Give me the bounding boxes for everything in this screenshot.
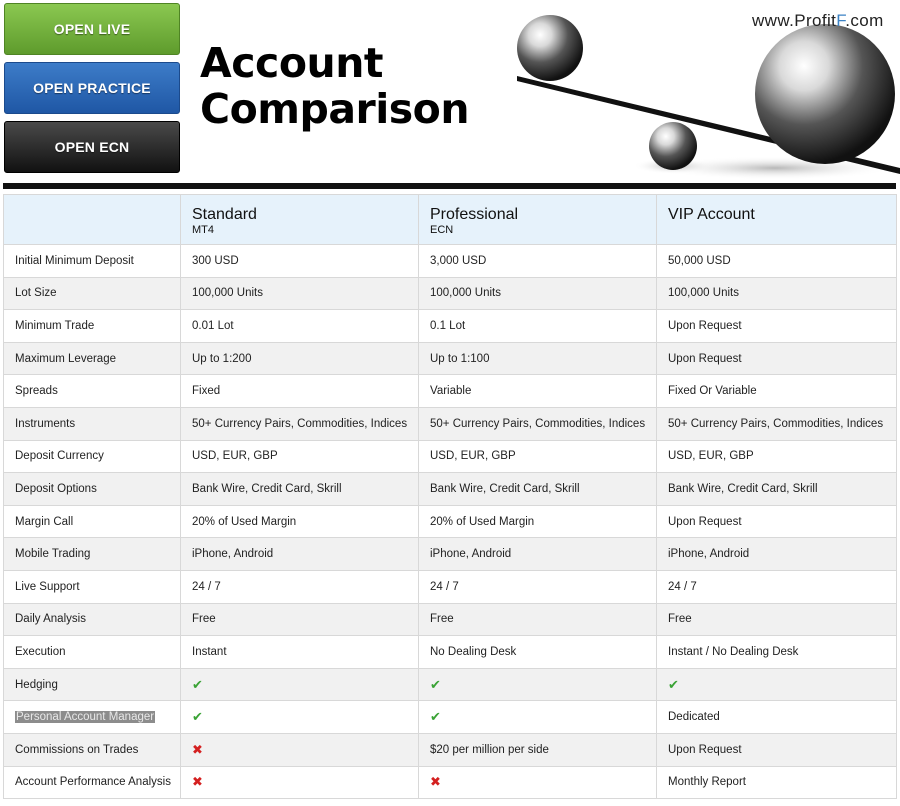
logo-text: www.Profit	[752, 11, 837, 30]
plan-name: Standard	[192, 206, 257, 223]
plan-value-cell: Up to 1:200	[181, 342, 419, 375]
feature-label	[4, 277, 181, 310]
table-row	[4, 505, 897, 538]
plan-value-cell: No Dealing Desk	[419, 636, 657, 669]
fulcrum-sphere	[649, 122, 697, 170]
plan-value-cell	[181, 668, 419, 701]
feature-label-text: Instruments	[15, 417, 76, 430]
plan-value-cell: USD, EUR, GBP	[657, 440, 897, 473]
table-row	[4, 407, 897, 440]
plan-value-cell: Upon Request	[657, 733, 897, 766]
page-title	[200, 40, 520, 132]
feature-label	[4, 733, 181, 766]
plan-value-cell: 0.1 Lot	[419, 310, 657, 343]
plan-value-cell	[181, 701, 419, 734]
plan-value-cell: 24 / 7	[657, 570, 897, 603]
plan-value-cell: 100,000 Units	[419, 277, 657, 310]
plan-value-cell: 50,000 USD	[657, 245, 897, 278]
feature-label	[4, 245, 181, 278]
table-row	[4, 310, 897, 343]
plan-value-cell: 50+ Currency Pairs, Commodities, Indices	[657, 407, 897, 440]
plan-value-cell: USD, EUR, GBP	[181, 440, 419, 473]
cross-icon: ✖	[430, 774, 441, 790]
plan-value-cell: iPhone, Android	[181, 538, 419, 571]
plan-value-cell: 3,000 USD	[419, 245, 657, 278]
plan-name: VIP Account	[668, 206, 755, 223]
plan-header-row	[4, 195, 897, 245]
plan-value-cell: Upon Request	[657, 505, 897, 538]
table-row	[4, 570, 897, 603]
plan-value-cell: 24 / 7	[181, 570, 419, 603]
header-corner-cell	[4, 195, 181, 245]
plan-value-cell	[181, 733, 419, 766]
plan-value-cell: 0.01 Lot	[181, 310, 419, 343]
plan-value-cell	[181, 766, 419, 799]
feature-label	[4, 766, 181, 799]
plan-value-cell: Bank Wire, Credit Card, Skrill	[657, 473, 897, 506]
feature-label-text: Margin Call	[15, 515, 74, 528]
table-row	[4, 733, 897, 766]
feature-label	[4, 473, 181, 506]
plan-value-cell: 300 USD	[181, 245, 419, 278]
page-title-line-1: Account	[200, 39, 383, 87]
table-row	[4, 277, 897, 310]
feature-label	[4, 440, 181, 473]
small-sphere	[517, 15, 583, 81]
plan-value-cell: 50+ Currency Pairs, Commodities, Indices	[419, 407, 657, 440]
plan-value-cell: 24 / 7	[419, 570, 657, 603]
feature-label-text: Commissions on Trades	[15, 743, 139, 756]
feature-label-text: Mobile Trading	[15, 548, 91, 561]
feature-label-text: Hedging	[15, 678, 58, 691]
feature-label-text: Account Performance Analysis	[15, 776, 171, 789]
check-icon: ✔	[430, 709, 441, 725]
plan-value-cell: Bank Wire, Credit Card, Skrill	[419, 473, 657, 506]
feature-label	[4, 310, 181, 343]
cross-icon: ✖	[192, 774, 203, 790]
plan-value-cell: Variable	[419, 375, 657, 408]
balance-scale-illustration	[505, 8, 900, 183]
table-row	[4, 538, 897, 571]
plan-name: Professional	[430, 206, 519, 223]
plan-value-cell: Instant / No Dealing Desk	[657, 636, 897, 669]
plan-value-cell: Free	[657, 603, 897, 636]
table-row	[4, 375, 897, 408]
feature-label-text: Daily Analysis	[15, 613, 86, 626]
open-live-button[interactable]: OPEN LIVE	[4, 3, 180, 55]
plan-value-cell: 100,000 Units	[657, 277, 897, 310]
check-icon: ✔	[192, 709, 203, 725]
open-ecn-button[interactable]: OPEN ECN	[4, 121, 180, 173]
check-icon: ✔	[668, 676, 679, 692]
feature-label	[4, 538, 181, 571]
plan-value-cell: Upon Request	[657, 342, 897, 375]
feature-label-text: Personal Account Manager	[16, 711, 155, 724]
check-icon: ✔	[192, 676, 203, 692]
account-comparison-table	[3, 194, 897, 799]
plan-value-cell: Upon Request	[657, 310, 897, 343]
table-row	[4, 473, 897, 506]
feature-label	[4, 375, 181, 408]
feature-label-text: Lot Size	[15, 287, 57, 300]
table-row	[4, 603, 897, 636]
plan-header-professional	[419, 195, 657, 245]
feature-label-text: Spreads	[15, 385, 58, 398]
plan-value-cell: Fixed Or Variable	[657, 375, 897, 408]
plan-value-cell: Instant	[181, 636, 419, 669]
feature-label	[4, 701, 181, 734]
plan-value-cell: 50+ Currency Pairs, Commodities, Indices	[181, 407, 419, 440]
plan-value-cell	[419, 766, 657, 799]
feature-label	[4, 407, 181, 440]
table-row	[4, 766, 897, 799]
plan-value-cell: Up to 1:100	[419, 342, 657, 375]
table-row	[4, 440, 897, 473]
open-practice-button[interactable]: OPEN PRACTICE	[4, 62, 180, 114]
plan-platform: ECN	[430, 224, 454, 236]
feature-label	[4, 668, 181, 701]
plan-value-cell	[657, 668, 897, 701]
plan-value-cell: Free	[419, 603, 657, 636]
table-row	[4, 701, 897, 734]
feature-label-text: Deposit Options	[15, 482, 97, 495]
logo-accent: F	[836, 11, 846, 30]
feature-label	[4, 570, 181, 603]
page-header	[0, 0, 900, 184]
plan-value-cell: iPhone, Android	[419, 538, 657, 571]
plan-value-cell: 20% of Used Margin	[181, 505, 419, 538]
feature-label	[4, 342, 181, 375]
page-title-line-2: Comparison	[200, 85, 470, 133]
feature-label	[4, 636, 181, 669]
feature-label-text: Initial Minimum Deposit	[15, 254, 134, 267]
plan-value-cell: Bank Wire, Credit Card, Skrill	[181, 473, 419, 506]
header-divider	[3, 183, 896, 189]
plan-value-cell: Dedicated	[657, 701, 897, 734]
plan-value-cell	[419, 701, 657, 734]
table-row	[4, 636, 897, 669]
check-icon: ✔	[430, 676, 441, 692]
feature-label-text: Minimum Trade	[15, 319, 95, 332]
table-row	[4, 668, 897, 701]
feature-label-text: Maximum Leverage	[15, 352, 116, 365]
feature-label-text: Execution	[15, 645, 66, 658]
plan-header-vip	[657, 195, 897, 245]
plan-value-cell: $20 per million per side	[419, 733, 657, 766]
plan-platform: MT4	[192, 224, 214, 236]
large-sphere	[755, 24, 895, 164]
plan-value-cell: iPhone, Android	[657, 538, 897, 571]
plan-value-cell: Fixed	[181, 375, 419, 408]
feature-label	[4, 603, 181, 636]
table-row	[4, 342, 897, 375]
feature-label-text: Live Support	[15, 580, 80, 593]
feature-label-text: Deposit Currency	[15, 450, 104, 463]
feature-label	[4, 505, 181, 538]
site-logo[interactable]	[752, 11, 884, 31]
table-row	[4, 245, 897, 278]
cross-icon: ✖	[192, 741, 203, 757]
plan-value-cell: 100,000 Units	[181, 277, 419, 310]
plan-header-standard	[181, 195, 419, 245]
plan-value-cell: Free	[181, 603, 419, 636]
plan-value-cell	[419, 668, 657, 701]
plan-value-cell: 20% of Used Margin	[419, 505, 657, 538]
plan-value-cell: USD, EUR, GBP	[419, 440, 657, 473]
logo-suffix: .com	[845, 11, 884, 30]
plan-value-cell: Monthly Report	[657, 766, 897, 799]
